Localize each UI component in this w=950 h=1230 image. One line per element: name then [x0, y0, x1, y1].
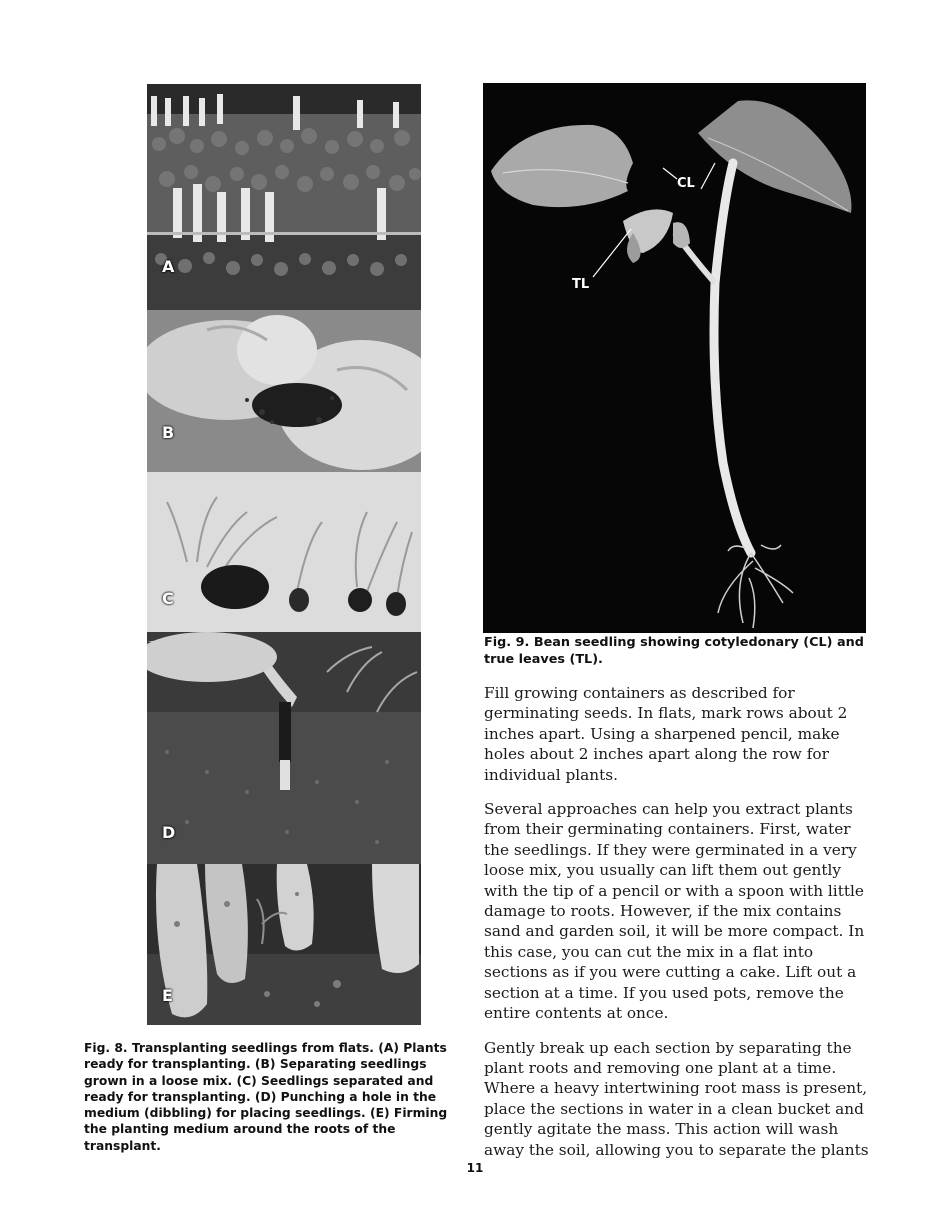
fingers-firming-medium-photo	[147, 864, 421, 1025]
panel-letter-d: D	[162, 823, 176, 842]
fig8-panel-c	[147, 472, 421, 632]
fig9-photo	[483, 83, 866, 633]
panel-letter-e: E	[162, 986, 173, 1005]
hands-separating-seedlings-photo	[147, 310, 421, 472]
fig9-label-tl: TL	[572, 277, 590, 292]
body-paragraph-3: Gently break up each section by separating the plant roots and removing one plant at a time. Where a heavy intertwining root mass is present, place the sections in water in a clean bucket and gently agitate the mass. This action will wash away the soil, allowing you to separate the plants	[484, 1038, 869, 1159]
pencil-dibbling-photo	[147, 632, 421, 864]
body-paragraph-1: Fill growing containers as described for germinating seeds. In flats, mark rows about 2 inches apart. Using a sharpened pencil, make holes about 2 inches apart along the row for individual plants.	[484, 684, 848, 784]
fig8-caption: Fig. 8. Transplanting seedlings from flats. (A) Plants ready for transplanting. (B) Separating seedlings grown in a loose mix. (C) Seedlings separated and ready for transplanting. (D) Punching a hole in the medium (dibbling) for placing seedlings. (E) Firming the planting medium around the roots of the transplant.	[84, 1041, 448, 1153]
fig8-panel-d	[147, 632, 421, 864]
fig9-label-cl: CL	[677, 176, 695, 191]
fig8-photo-column	[147, 84, 421, 1025]
fig8-panel-e	[147, 864, 421, 1025]
panel-letter-c: C	[162, 589, 174, 608]
fig9-caption: Fig. 9. Bean seedling showing cotyledonary (CL) and true leaves (TL).	[484, 635, 864, 667]
seedling-flats-photo	[147, 84, 421, 310]
fig8-panel-b	[147, 310, 421, 472]
panel-letter-a: A	[162, 257, 175, 276]
bean-seedling-icon	[483, 83, 866, 633]
panel-letter-b: B	[162, 423, 175, 442]
body-paragraph-2: Several approaches can help you extract plants from their germinating containers. First, water the seedlings. If they were germinated in a very loose mix, you usually can lift them out gently with the tip of a pencil or with a spoon with little damage to roots. However, if the mix contains sand and garden soil, it will be more compact. In this case, you can cut the mix in a flat into sections as if you were cutting a cake. Lift out a section at a time. If you used pots, remove the entire contents at once.	[484, 800, 865, 1023]
page-number: 11	[466, 1161, 484, 1175]
fig8-panel-a	[147, 84, 421, 310]
separated-seedlings-photo	[147, 472, 421, 632]
body-text	[484, 683, 869, 1174]
